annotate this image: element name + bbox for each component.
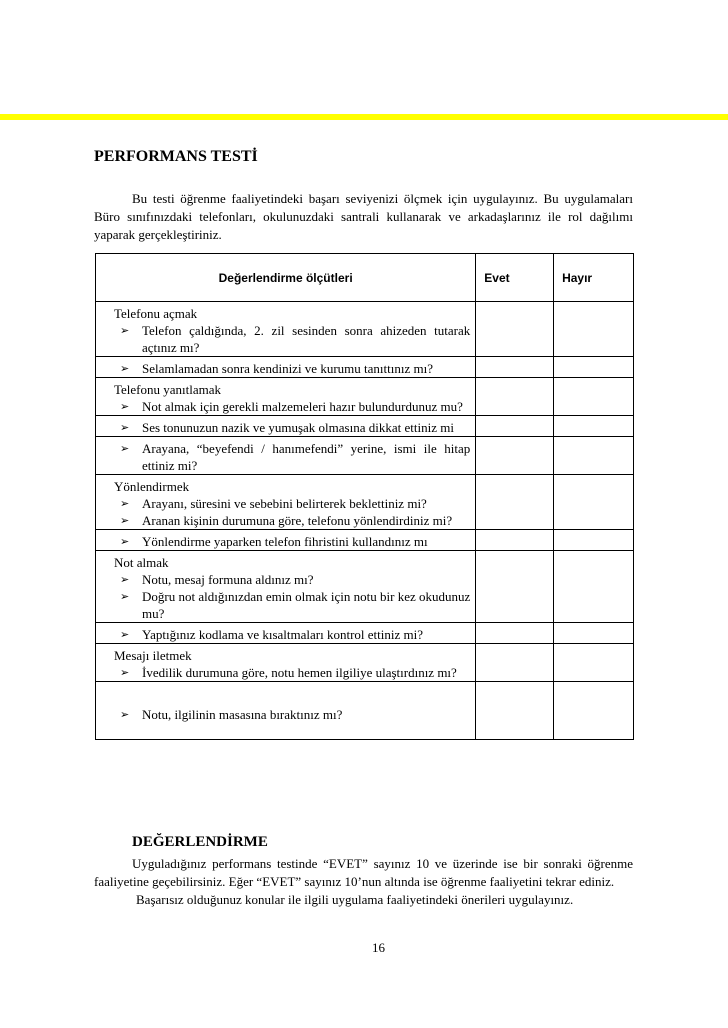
criteria-text: Ses tonunuzun nazik ve yumuşak olmasına dikkat ettiniz mi (142, 420, 454, 435)
evaluation-title: DEĞERLENDİRME (132, 834, 268, 850)
no-checkbox-cell[interactable] (554, 378, 634, 416)
no-checkbox-cell[interactable] (554, 302, 634, 357)
table-row (96, 551, 634, 623)
criteria-cell (96, 682, 476, 740)
table-row (96, 623, 634, 644)
yes-checkbox-cell[interactable] (476, 378, 554, 416)
yellow-header-bar (0, 114, 728, 120)
criteria-cell (96, 551, 476, 623)
criteria-cell (96, 416, 476, 437)
arrow-bullet-icon: ➢ (120, 708, 130, 721)
criteria-group-label: Telefonu yanıtlamak (114, 382, 222, 397)
yes-checkbox-cell[interactable] (476, 437, 554, 475)
criteria-item (114, 322, 470, 356)
table-row (96, 416, 634, 437)
table-row (96, 302, 634, 357)
yes-checkbox-cell[interactable] (476, 416, 554, 437)
criteria-group-label: Not almak (114, 555, 169, 570)
criteria-item (114, 495, 470, 512)
table-row (96, 644, 634, 682)
no-checkbox-cell[interactable] (554, 357, 634, 378)
yes-checkbox-cell[interactable] (476, 530, 554, 551)
table-row (96, 357, 634, 378)
criteria-cell (96, 357, 476, 378)
arrow-bullet-icon: ➢ (120, 628, 130, 641)
arrow-bullet-icon: ➢ (120, 590, 130, 603)
arrow-bullet-icon: ➢ (120, 573, 130, 586)
criteria-cell (96, 623, 476, 644)
criteria-item (114, 360, 470, 377)
criteria-item (114, 440, 470, 474)
yes-checkbox-cell[interactable] (476, 551, 554, 623)
yes-checkbox-cell[interactable] (476, 682, 554, 740)
criteria-item (114, 664, 470, 681)
criteria-text: Notu, mesaj formuna aldınız mı? (142, 572, 314, 587)
criteria-group-label: Yönlendirmek (114, 479, 190, 494)
page-number: 16 (372, 940, 385, 955)
criteria-text: Yaptığınız kodlama ve kısaltmaları kontrol ettiniz mi? (142, 627, 424, 642)
criteria-cell (96, 437, 476, 475)
evaluation-table (95, 253, 634, 740)
arrow-bullet-icon: ➢ (120, 514, 130, 527)
arrow-bullet-icon: ➢ (120, 324, 130, 337)
yes-checkbox-cell[interactable] (476, 623, 554, 644)
no-checkbox-cell[interactable] (554, 644, 634, 682)
criteria-text: Arayana, “beyefendi / hanımefendi” yerine, ismi ile hitap ettiniz mi? (142, 441, 471, 473)
criteria-cell (96, 302, 476, 357)
criteria-text: Doğru not aldığınızdan emin olmak için notu bir kez okudunuz mu? (142, 589, 471, 621)
no-header: Hayır (554, 254, 634, 302)
no-checkbox-cell[interactable] (554, 437, 634, 475)
table-row (96, 378, 634, 416)
arrow-bullet-icon: ➢ (120, 421, 130, 434)
yes-checkbox-cell[interactable] (476, 475, 554, 530)
criteria-group-label: Mesajı iletmek (114, 648, 192, 663)
criteria-text: Selamlamadan sonra kendinizi ve kurumu tanıttınız mı? (142, 361, 433, 376)
criteria-text: Not almak için gerekli malzemeleri hazır bulundurdunuz mu? (142, 399, 463, 414)
intro-paragraph: Bu testi öğrenme faaliyetindeki başarı seviyenizi ölçmek için uygulayınız. Bu uygulamaları Büro sınıfınızdaki telefonları, okulunuzdaki santrali kullanarak ve arkadaşlarınız ile rol dağılımı yaparak gerçekleştiriniz. (94, 191, 633, 242)
criteria-text: Notu, ilgilinin masasına bıraktınız mı? (142, 707, 343, 722)
criteria-cell (96, 530, 476, 551)
criteria-text: Arayanı, süresini ve sebebini belirterek beklettiniz mi? (142, 496, 427, 511)
yes-header: Evet (476, 254, 554, 302)
no-checkbox-cell[interactable] (554, 682, 634, 740)
criteria-item (114, 512, 470, 529)
criteria-text: Aranan kişinin durumuna göre, telefonu yönlendirdiniz mi? (142, 513, 453, 528)
page-title: PERFORMANS TESTİ (94, 148, 258, 165)
arrow-bullet-icon: ➢ (120, 666, 130, 679)
arrow-bullet-icon: ➢ (120, 497, 130, 510)
no-checkbox-cell[interactable] (554, 551, 634, 623)
evaluation-paragraph-2: Başarısız olduğunuz konular ile ilgili uygulama faaliyetindeki önerileri uygulayınız. (136, 892, 574, 907)
criteria-cell (96, 475, 476, 530)
evaluation-paragraph-1: Uyguladığınız performans testinde “EVET” sayınız 10 ve üzerinde ise bir sonraki öğrenme faaliyetine geçebilirsiniz. Eğer “EVET” sayınız 10’nun altında ise öğrenme faaliyetini tekrar ediniz. (94, 856, 633, 889)
criteria-group-label: Telefonu açmak (114, 306, 198, 321)
criteria-item (114, 419, 470, 436)
no-checkbox-cell[interactable] (554, 623, 634, 644)
criteria-text: Telefon çaldığında, 2. zil sesinden sonra ahizeden tutarak açtınız mı? (142, 323, 471, 355)
criteria-item (114, 533, 470, 550)
criteria-item (114, 706, 470, 723)
table-header-row (96, 254, 634, 302)
evaluation-text (94, 855, 633, 909)
criteria-text: İvedilik durumuna göre, notu hemen ilgiliye ulaştırdınız mı? (142, 665, 457, 680)
arrow-bullet-icon: ➢ (120, 400, 130, 413)
criteria-text: Yönlendirme yaparken telefon fihristini kullandınız mı (142, 534, 428, 549)
criteria-item (114, 588, 470, 622)
table-row (96, 682, 634, 740)
table-row (96, 475, 634, 530)
criteria-cell (96, 378, 476, 416)
arrow-bullet-icon: ➢ (120, 535, 130, 548)
intro-text (94, 190, 633, 244)
criteria-item (114, 626, 470, 643)
yes-checkbox-cell[interactable] (476, 302, 554, 357)
criteria-header: Değerlendirme ölçütleri (96, 254, 476, 302)
no-checkbox-cell[interactable] (554, 416, 634, 437)
yes-checkbox-cell[interactable] (476, 357, 554, 378)
criteria-item (114, 571, 470, 588)
no-checkbox-cell[interactable] (554, 475, 634, 530)
yes-checkbox-cell[interactable] (476, 644, 554, 682)
arrow-bullet-icon: ➢ (120, 362, 130, 375)
criteria-item (114, 398, 470, 415)
table-row (96, 437, 634, 475)
criteria-cell (96, 644, 476, 682)
no-checkbox-cell[interactable] (554, 530, 634, 551)
arrow-bullet-icon: ➢ (120, 442, 130, 455)
table-row (96, 530, 634, 551)
